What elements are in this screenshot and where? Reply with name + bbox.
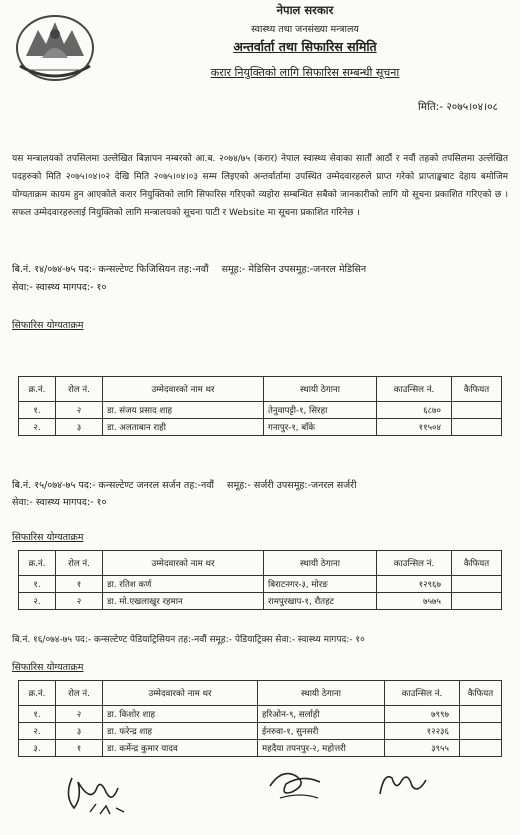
cell-council: १२२३६ bbox=[385, 723, 460, 740]
col-roll: रोल नं. bbox=[56, 377, 103, 402]
cell-roll: २ bbox=[56, 402, 103, 419]
table-header-row bbox=[19, 377, 502, 402]
cell-remarks bbox=[460, 740, 502, 757]
cell-remarks bbox=[452, 593, 502, 610]
ad-1-line2: सेवा:- स्वास्थ्य मागपद:- १० bbox=[12, 282, 107, 293]
cell-remarks bbox=[452, 419, 502, 436]
cell-sn: १. bbox=[19, 576, 56, 593]
table-row bbox=[19, 706, 502, 723]
col-roll: रोल नं. bbox=[56, 681, 103, 706]
table-row bbox=[19, 723, 502, 740]
col-address: स्थायी ठेगाना bbox=[264, 551, 377, 576]
ad-2-group: समूह:- सर्जरी उपसमूह:-जनरल सर्जरी bbox=[227, 480, 357, 491]
org-name: नेपाल सरकार bbox=[276, 3, 334, 17]
cell-name: डा. संजय प्रसाद शाह bbox=[103, 402, 264, 419]
col-council: काउन्सिल नं. bbox=[377, 551, 452, 576]
ad-2-table bbox=[18, 550, 502, 610]
col-sn: क्र.नं. bbox=[19, 681, 56, 706]
cell-council: ३९५५ bbox=[385, 740, 460, 757]
committee-name: अन्तर्वार्ता तथा सिफारिस समिति bbox=[233, 39, 377, 54]
cell-roll: ३ bbox=[56, 723, 103, 740]
col-remarks: कैफियत bbox=[452, 377, 502, 402]
notice-title: करार नियुक्तिको लागि सिफारिस सम्बन्धी सूचना bbox=[210, 66, 400, 79]
signature-2-icon bbox=[262, 762, 332, 807]
ad-2-line1 bbox=[12, 478, 508, 491]
cell-sn: १. bbox=[19, 706, 56, 723]
cell-name: डा. फरेन्द्र शाह bbox=[103, 723, 258, 740]
col-council: काउन्सिल नं. bbox=[385, 681, 460, 706]
cell-remarks bbox=[460, 723, 502, 740]
cell-roll: १ bbox=[56, 576, 103, 593]
cell-council: १२९६७ bbox=[377, 576, 452, 593]
col-sn: क्र.नं. bbox=[19, 377, 56, 402]
cell-roll: ३ bbox=[56, 419, 103, 436]
cell-roll: १ bbox=[56, 740, 103, 757]
government-emblem-icon bbox=[12, 4, 98, 84]
cell-remarks bbox=[452, 402, 502, 419]
table-row bbox=[19, 593, 502, 610]
cell-sn: २. bbox=[19, 593, 56, 610]
cell-remarks bbox=[452, 576, 502, 593]
signature-1-icon bbox=[60, 768, 140, 823]
intro-paragraph: यस मन्त्रालयको तपसिलमा उल्लेखित बिज्ञापन नम्बरको आ.ब. २०७४/७५ (करार) नेपाल स्वास्थ्य सेवाका सातौं आठौं र नवौं तहको तपसिलमा उल्लेखित पदहरुको मिति २०७५।०४।०२ देखि मिति २०७५।०४।०३ सम्म लिइएको अन्तर्वार्तामा उपस्थित उम्मेदवारहरुले प्राप्त गरेको प्राप्ताङ्कबाट देहाय बमोजिम योग्यताक्रम कायम हुन आएकोले करार नियुक्तिको लागि सिफारिस गरिएको व्यहोरा सम्बन्धित सबैको जानकारीको लागि यो सूचना प्रकाशित गरिएको छ । सफल उम्मेदवारहरुलाई नियुक्तिको लागि मन्त्रालयको सूचना पाटी र Website मा सूचना प्रकाशित गरिनेछ । bbox=[12, 154, 508, 218]
cell-sn: २. bbox=[19, 723, 56, 740]
cell-address: ईनरुवा-१, सुनसरी bbox=[258, 723, 385, 740]
cell-sn: १. bbox=[19, 402, 56, 419]
table-row bbox=[19, 402, 502, 419]
col-remarks: कैफियत bbox=[452, 551, 502, 576]
table-header-row bbox=[19, 681, 502, 706]
notice-date: मिति:- २०७५।०४।०८ bbox=[417, 101, 498, 113]
cell-address: गनापुर-१, बाँके bbox=[264, 419, 377, 436]
cell-address: बिराटनगर-३, मोरङ bbox=[264, 576, 377, 593]
ad-2-post: बि.नं. १५/०७४-७५ पद:- कन्सल्टेण्ट जनरल सर्जन तह:-नवौं bbox=[12, 480, 214, 491]
cell-name: डा. कर्मेन्द्र कुमार यादव bbox=[103, 740, 258, 757]
cell-roll: २ bbox=[56, 593, 103, 610]
cell-sn: ३. bbox=[19, 740, 56, 757]
col-address: स्थायी ठेगाना bbox=[258, 681, 385, 706]
signature-3-icon bbox=[372, 764, 434, 804]
cell-council: ७९९७ bbox=[385, 706, 460, 723]
table-row bbox=[19, 576, 502, 593]
table-header-row bbox=[19, 551, 502, 576]
ad-2-line2: सेवा:- स्वास्थ्य मागपद:- १० bbox=[12, 497, 107, 508]
ad-1-post: बि.नं. १४/०७४-७५ पद:- कन्सल्टेण्ट फिजिसियन तह:-नवौं bbox=[12, 264, 209, 275]
cell-remarks bbox=[460, 706, 502, 723]
cell-name: डा. मो.एखलाखुर रहमान bbox=[103, 593, 264, 610]
col-roll: रोल नं. bbox=[56, 551, 103, 576]
col-name: उम्मेदवारको नाम थर bbox=[103, 551, 264, 576]
ad-1-line1 bbox=[12, 262, 508, 275]
ministry-name: स्वास्थ्य तथा जनसंख्या मन्त्रालय bbox=[251, 24, 359, 35]
cell-sn: २. bbox=[19, 419, 56, 436]
ad-1-group: समूह:- मेडिसिन उपसमूह:-जनरल मेडिसिन bbox=[221, 264, 367, 275]
cell-name: डा. रतिश कर्ण bbox=[103, 576, 264, 593]
cell-address: हरिओन-९, सर्लाही bbox=[258, 706, 385, 723]
col-address: स्थायी ठेगाना bbox=[264, 377, 377, 402]
col-council: काउन्सिल नं. bbox=[377, 377, 452, 402]
table-row bbox=[19, 419, 502, 436]
cell-council: ६८७० bbox=[377, 402, 452, 419]
ad-3-section-title: सिफारिस योग्यताक्रम bbox=[12, 662, 84, 673]
ad-1-section-title: सिफारिस योग्यताक्रम bbox=[12, 320, 84, 331]
col-remarks: कैफियत bbox=[460, 681, 502, 706]
cell-council: ११५०४ bbox=[377, 419, 452, 436]
col-sn: क्र.नं. bbox=[19, 551, 56, 576]
cell-address: तेनुवापट्टी-१, सिरहा bbox=[264, 402, 377, 419]
cell-name: डा. अलताबान राही bbox=[103, 419, 264, 436]
col-name: उम्मेदवारको नाम थर bbox=[103, 681, 258, 706]
ad-3-table bbox=[18, 680, 502, 757]
cell-council: ७५७५ bbox=[377, 593, 452, 610]
ad-1-table bbox=[18, 376, 502, 436]
cell-name: डा. किशोर शाह bbox=[103, 706, 258, 723]
table-row bbox=[19, 740, 502, 757]
ad-3-line1: बि.नं. १६/०७४-७५ पद:- कन्सल्टेण्ट पेडियाट्रिसियन तह:-नवौं समूह:- पेडियाट्रिक्स सेवा:- स्वास्थ्य मागपद:- १० bbox=[12, 635, 365, 645]
cell-address: महदैया तपनपुर-२, महोत्तरी bbox=[258, 740, 385, 757]
ad-2-section-title: सिफारिस योग्यताक्रम bbox=[12, 532, 84, 543]
col-name: उम्मेदवारको नाम थर bbox=[103, 377, 264, 402]
cell-address: रामपुरखाप-१, रौतहट bbox=[264, 593, 377, 610]
cell-roll: २ bbox=[56, 706, 103, 723]
